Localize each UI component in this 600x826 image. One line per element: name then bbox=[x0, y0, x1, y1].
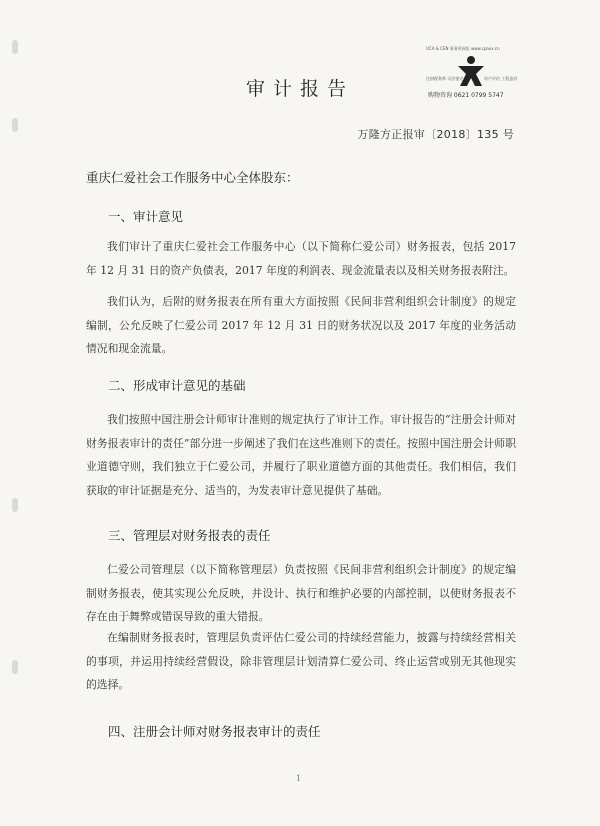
logo-left-text: 注册税务师 司法鉴定 bbox=[426, 76, 464, 81]
page-number: 1 bbox=[296, 774, 302, 783]
scan-binding-hole bbox=[12, 118, 18, 132]
section-heading: 三、管理层对财务报表的责任 bbox=[108, 528, 271, 543]
page-title: 审计报告 bbox=[245, 78, 354, 100]
addressee: 重庆仁爱社会工作服务中心全体股东： bbox=[86, 170, 299, 185]
logo-right-text: 资产评估 工程造价 bbox=[484, 76, 518, 81]
paragraph: 我们审计了重庆仁爱社会工作服务中心（以下简称仁爱公司）财务报表，包括 2017 年 12 月 31 日的资产负债表，2017 年度的利润表、现金流量表以及相关财务报表附注。 bbox=[86, 240, 516, 277]
document-number: 万隆方正报审〔2018〕135 号 bbox=[357, 128, 514, 141]
scan-binding-hole bbox=[12, 498, 18, 512]
paragraph: 我们认为，后附的财务报表在所有重大方面按照《民间非营利组织会计制度》的规定编制，公允反映了仁爱公司 2017 年 12 月 31 日的财务状况以及 2017 年度的业务活动情况和现金流量。 bbox=[86, 295, 516, 355]
section-heading: 二、形成审计意见的基础 bbox=[108, 378, 246, 393]
scan-binding-hole bbox=[12, 40, 18, 54]
paragraph: 我们按照中国注册会计师审计准则的规定执行了审计工作。审计报告的“注册会计师对财务报表审计的责任”部分进一步阐述了我们在这些准则下的责任。按照中国注册会计师职业道德守则，我们独立于仁爱公司，并履行了职业道德方面的其他责任。我们相信，我们获取的审计证据是充分、适当的，为发表审计意见提供了基础。 bbox=[86, 413, 516, 497]
paragraph: 在编制财务报表时，管理层负责评估仁爱公司的持续经营能力，披露与持续经营相关的事项，并运用持续经营假设，除非管理层计划清算仁爱公司、终止运营或别无其他现实的选择。 bbox=[86, 631, 516, 691]
scan-binding-hole bbox=[12, 660, 18, 674]
logo-top-text: UCA & CEN 事务所网址 www.cpaxx.cn bbox=[426, 46, 500, 51]
logo-phone: 购物咨询 0621 0799 5747 bbox=[428, 92, 504, 99]
paragraph: 仁爱公司管理层（以下简称管理层）负责按照《民间非营利组织会计制度》的规定编制财务报表，使其实现公允反映，并设计、执行和维护必要的内部控制，以使财务报表不存在由于舞弊或错误导致的重大错报。 bbox=[86, 563, 516, 623]
section-heading: 一、审计意见 bbox=[108, 209, 184, 224]
section-heading: 四、注册会计师对财务报表审计的责任 bbox=[108, 724, 321, 739]
